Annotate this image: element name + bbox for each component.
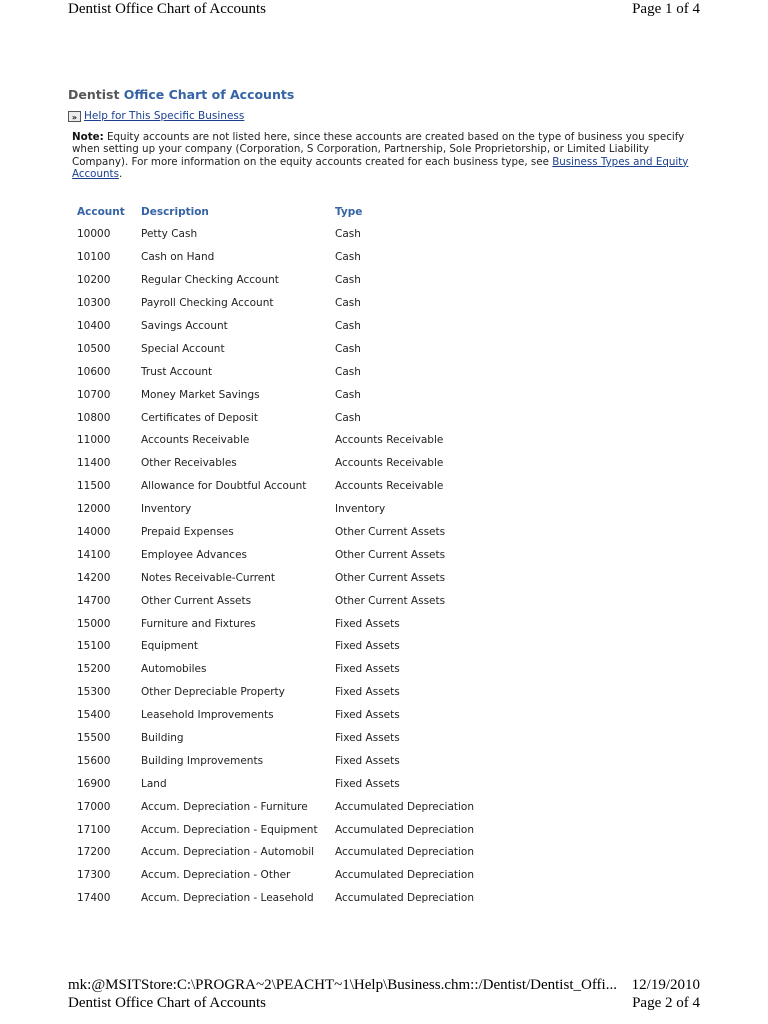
- table-row: [72, 864, 535, 887]
- page-title-part2: Office Chart of Accounts: [123, 87, 295, 102]
- account-type: Accounts Receivable: [335, 480, 444, 493]
- account-description: Accum. Depreciation - Automobil: [141, 846, 315, 859]
- account-type: Cash: [335, 342, 361, 355]
- table-row: [72, 795, 535, 818]
- account-type: Accumulated Depreciation: [335, 892, 475, 905]
- account-type: Accumulated Depreciation: [335, 823, 475, 836]
- account-description: Trust Account: [141, 365, 213, 378]
- table-row: [72, 841, 535, 864]
- table-row: [72, 452, 535, 475]
- accounts-table-body: [72, 223, 535, 910]
- account-description: Other Depreciable Property: [141, 686, 285, 699]
- header-account: Account: [77, 206, 125, 218]
- account-number: 15300: [77, 686, 111, 699]
- account-number: 10700: [77, 388, 111, 401]
- account-number: 16900: [77, 777, 111, 790]
- table-row: [72, 681, 535, 704]
- account-description: Other Current Assets: [141, 594, 252, 607]
- account-type: Accounts Receivable: [335, 457, 444, 470]
- account-type: Cash: [335, 297, 361, 310]
- account-number: 10000: [77, 228, 111, 241]
- table-row: [72, 727, 535, 750]
- account-description: Accum. Depreciation - Equipment: [141, 823, 318, 836]
- footer-date: 12/19/2010: [631, 977, 700, 993]
- footer-path: mk:@MSITStore:C:\PROGRA~2\PEACHT~1\Help\Business.chm::/Dentist/Dentist_Offi...: [68, 977, 617, 993]
- account-description: Land: [141, 777, 167, 790]
- account-type: Cash: [335, 274, 361, 287]
- account-type: Cash: [335, 365, 361, 378]
- table-row: [72, 772, 535, 795]
- account-description: Accum. Depreciation - Furniture: [141, 800, 308, 813]
- account-type: Fixed Assets: [335, 617, 400, 630]
- print-header-title: Dentist Office Chart of Accounts: [68, 1, 267, 17]
- account-type: Accumulated Depreciation: [335, 800, 475, 813]
- double-chevron-right-icon[interactable]: »: [68, 111, 81, 122]
- account-description: Building Improvements: [141, 754, 264, 767]
- page-title-part1: Dentist: [68, 87, 120, 102]
- account-description: Savings Account: [141, 320, 228, 332]
- account-type: Fixed Assets: [335, 686, 400, 699]
- table-row: [72, 223, 535, 246]
- account-type: Fixed Assets: [335, 777, 400, 790]
- header-type: Type: [335, 206, 363, 218]
- account-type: Cash: [335, 388, 361, 401]
- table-row: [72, 887, 535, 910]
- account-description: Inventory: [141, 503, 192, 516]
- account-type: Cash: [335, 411, 361, 424]
- account-description: Building: [141, 732, 184, 745]
- table-row: [72, 383, 535, 406]
- account-type: Fixed Assets: [335, 640, 400, 653]
- account-number: 11000: [77, 434, 111, 447]
- equity-note: [72, 131, 700, 181]
- print-header: [68, 0, 700, 18]
- account-number: 10400: [77, 320, 111, 332]
- account-description: Other Receivables: [141, 457, 237, 470]
- table-row: [72, 635, 535, 658]
- account-description: Allowance for Doubtful Account: [141, 480, 307, 493]
- account-description: Certificates of Deposit: [141, 411, 258, 424]
- table-row: [72, 406, 535, 429]
- account-number: 14100: [77, 548, 111, 561]
- account-number: 10500: [77, 342, 111, 355]
- table-row: [72, 749, 535, 772]
- account-description: Regular Checking Account: [141, 274, 279, 287]
- table-header-row: [72, 201, 535, 223]
- table-row: [72, 658, 535, 681]
- account-description: Cash on Hand: [141, 251, 215, 264]
- account-description: Equipment: [141, 640, 198, 653]
- account-description: Prepaid Expenses: [141, 526, 234, 539]
- account-description: Leasehold Improvements: [141, 709, 274, 722]
- account-description: Automobiles: [141, 663, 207, 676]
- table-row: [72, 543, 535, 566]
- account-type: Cash: [335, 251, 361, 264]
- accounts-table: [72, 201, 535, 910]
- table-row: [72, 589, 535, 612]
- note-end: .: [118, 168, 123, 181]
- table-row: [72, 337, 535, 360]
- account-number: 15600: [77, 754, 111, 767]
- account-type: Inventory: [335, 503, 386, 516]
- print-header-page: Page 1 of 4: [632, 1, 700, 17]
- account-type: Fixed Assets: [335, 732, 400, 745]
- business-types-equity-link[interactable]: Business Types and Equity Accounts: [72, 155, 689, 181]
- account-number: 15400: [77, 709, 111, 722]
- account-type: Other Current Assets: [335, 594, 446, 607]
- table-row: [72, 269, 535, 292]
- help-row[interactable]: [68, 109, 700, 123]
- account-number: 10300: [77, 297, 111, 310]
- account-number: 15500: [77, 732, 111, 745]
- table-row: [72, 704, 535, 727]
- table-row: [72, 612, 535, 635]
- account-description: Accounts Receivable: [141, 434, 250, 447]
- table-row: [72, 429, 535, 452]
- page-title: [68, 87, 700, 103]
- account-number: 17000: [77, 800, 111, 813]
- account-type: Fixed Assets: [335, 754, 400, 767]
- account-number: 17200: [77, 846, 111, 859]
- note-label: Note:: [72, 131, 104, 143]
- document-content: [68, 87, 700, 905]
- help-business-link[interactable]: Help for This Specific Business: [84, 110, 245, 122]
- table-row: [72, 818, 535, 841]
- account-type: Fixed Assets: [335, 663, 400, 676]
- account-number: 17300: [77, 869, 111, 882]
- footer-title: Dentist Office Chart of Accounts: [68, 995, 267, 1011]
- print-footer: [68, 976, 700, 1012]
- account-description: Accum. Depreciation - Leasehold: [141, 892, 314, 905]
- account-number: 17400: [77, 892, 111, 905]
- account-number: 17100: [77, 823, 111, 836]
- table-row: [72, 315, 535, 338]
- account-type: Other Current Assets: [335, 548, 446, 561]
- account-number: 12000: [77, 503, 111, 516]
- account-description: Special Account: [141, 342, 225, 355]
- account-number: 15100: [77, 640, 111, 653]
- footer-page: Page 2 of 4: [632, 995, 700, 1011]
- account-type: Cash: [335, 228, 361, 241]
- table-row: [72, 566, 535, 589]
- header-description: Description: [141, 206, 209, 218]
- account-description: Notes Receivable-Current: [141, 571, 276, 584]
- table-row: [72, 246, 535, 269]
- account-description: Money Market Savings: [141, 388, 260, 401]
- account-number: 14000: [77, 526, 111, 539]
- account-type: Other Current Assets: [335, 571, 446, 584]
- account-number: 14700: [77, 594, 111, 607]
- table-row: [72, 292, 535, 315]
- account-number: 15200: [77, 663, 111, 676]
- account-description: Payroll Checking Account: [141, 297, 274, 310]
- account-description: Employee Advances: [141, 548, 248, 561]
- account-type: Accumulated Depreciation: [335, 846, 475, 859]
- table-row: [72, 360, 535, 383]
- table-row: [72, 521, 535, 544]
- account-number: 10100: [77, 251, 111, 264]
- table-row: [72, 475, 535, 498]
- account-number: 10800: [77, 411, 111, 424]
- account-description: Petty Cash: [141, 228, 198, 241]
- account-number: 10600: [77, 365, 111, 378]
- account-type: Fixed Assets: [335, 709, 400, 722]
- account-type: Accumulated Depreciation: [335, 869, 475, 882]
- account-number: 14200: [77, 571, 111, 584]
- account-number: 10200: [77, 274, 111, 287]
- account-number: 11400: [77, 457, 111, 470]
- account-type: Other Current Assets: [335, 526, 446, 539]
- account-description: Furniture and Fixtures: [141, 617, 256, 630]
- account-type: Cash: [335, 320, 361, 332]
- account-number: 11500: [77, 480, 111, 493]
- note-text: Equity accounts are not listed here, since these accounts are created based on the type of business you specify when setting up your company (Corporation, S Corporation, Partnership, Sole Proprietorship, or Limited Liability Company). For more information on the equity accounts created for each business type, see: [72, 131, 685, 168]
- account-description: Accum. Depreciation - Other: [141, 869, 291, 882]
- account-number: 15000: [77, 617, 111, 630]
- account-type: Accounts Receivable: [335, 434, 444, 447]
- table-row: [72, 498, 535, 521]
